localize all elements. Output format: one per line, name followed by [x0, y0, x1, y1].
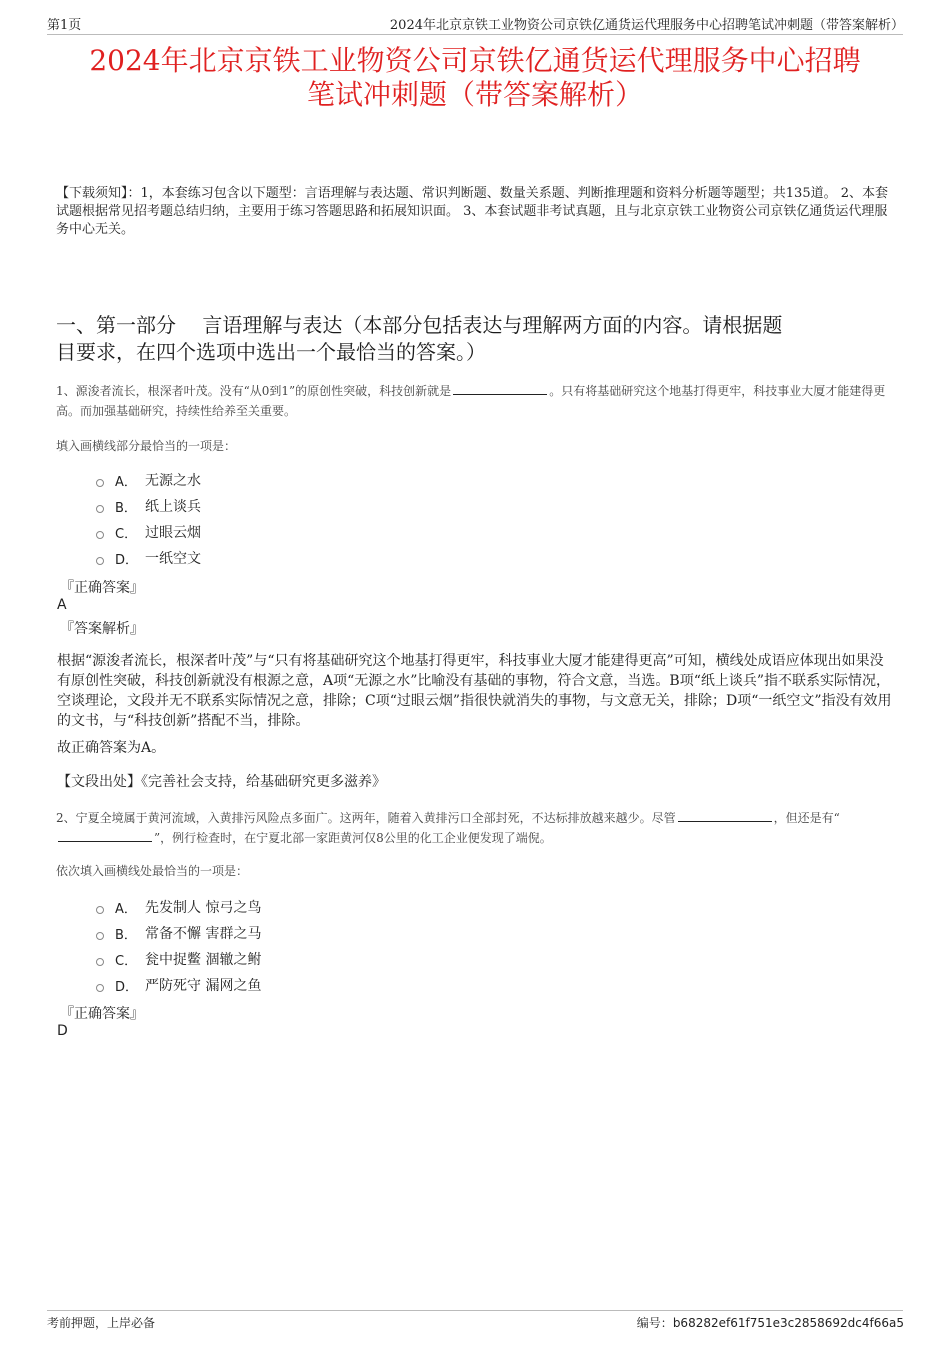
footer-code — [637, 1314, 904, 1331]
radio-icon[interactable] — [96, 557, 104, 565]
section-heading — [56, 312, 896, 366]
q1-option-a[interactable] — [96, 467, 201, 493]
option-letter: B． — [115, 927, 137, 943]
option-letter: C． — [115, 526, 138, 542]
option-letter: D． — [115, 979, 139, 995]
q2-blank-1 — [678, 810, 772, 822]
q1-text-after: 。只有将基础研究这个地基打得更牢，科技事业大厦才能建得更高。而加强基础研究，持续性给养至关重要。 — [56, 384, 886, 418]
option-text: 瓮中捉鳖 涸辙之鲋 — [145, 952, 262, 968]
radio-icon[interactable] — [96, 958, 104, 966]
radio-icon[interactable] — [96, 932, 104, 940]
footer-code-label: 编号： — [636, 1316, 673, 1330]
radio-icon[interactable] — [96, 479, 104, 487]
option-text: 常备不懈 害群之马 — [145, 926, 262, 942]
source-title: 《完善社会支持，给基础研究更多滋养》 — [141, 774, 386, 790]
section-heading-line-2: 目要求，在四个选项中选出一个最恰当的答案。） — [56, 340, 486, 364]
q1-option-c[interactable] — [96, 519, 201, 545]
option-letter: A． — [115, 901, 137, 917]
q1-option-d[interactable] — [96, 545, 201, 571]
question-1-text — [56, 381, 896, 421]
q2-text-part-2: ，但还是有“ — [773, 811, 840, 825]
page-title — [50, 44, 900, 112]
q2-option-c[interactable] — [96, 946, 261, 972]
q2-answer-label: 『正确答案』 — [60, 1006, 144, 1022]
q1-answer: A — [57, 597, 67, 613]
radio-icon[interactable] — [96, 531, 104, 539]
notice-text: ：1，本套练习包含以下题型：言语理解与表达题、常识判断题、数量关系题、判断推理题和资料分析题等题型；共135道。 2、本套试题根据常见招考题总结归纳，主要用于练习答题思路和拓展知识面。 3、本套试题非考试真题，且与北京京铁工业物资公司京铁亿通货运代理服务中心无关。 — [56, 186, 889, 237]
option-text: 过眼云烟 — [145, 525, 201, 541]
option-text: 无源之水 — [145, 473, 201, 489]
option-text: 先发制人 惊弓之鸟 — [145, 900, 262, 916]
q2-option-b[interactable] — [96, 920, 261, 946]
question-2-text — [56, 808, 896, 848]
option-text: 严防死守 漏网之鱼 — [145, 978, 262, 994]
q2-answer: D — [57, 1023, 68, 1039]
page-number: 第1页 — [47, 18, 82, 33]
footer-slogan: 考前押题，上岸必备 — [47, 1316, 156, 1330]
header-doc-title: 2024年北京京铁工业物资公司京铁亿通货运代理服务中心招聘笔试冲刺题（带答案解析） — [389, 18, 904, 33]
option-text: 一纸空文 — [145, 551, 201, 567]
q2-text-part-1: 2、宁夏全境属于黄河流域，入黄排污风险点多面广。这两年，随着入黄排污口全部封死，不达标排放越来越少。尽管 — [56, 811, 676, 825]
download-notice — [56, 185, 896, 239]
footer-divider — [47, 1310, 903, 1311]
page-title-line-2: 笔试冲刺题（带答案解析） — [306, 78, 643, 111]
page-title-line-1: 2024年北京京铁工业物资公司京铁亿通货运代理服务中心招聘 — [89, 44, 861, 77]
q2-options — [96, 894, 261, 998]
q1-answer-label: 『正确答案』 — [60, 580, 144, 596]
header-divider — [47, 34, 903, 35]
q1-blank — [453, 383, 547, 395]
footer-code-value: b68282ef61f751e3c2858692dc4f66a5 — [672, 1316, 904, 1330]
radio-icon[interactable] — [96, 984, 104, 992]
radio-icon[interactable] — [96, 505, 104, 513]
notice-label: 【下载须知】 — [56, 186, 128, 201]
option-letter: D． — [115, 552, 139, 568]
option-letter: A． — [115, 474, 137, 490]
q2-option-d[interactable] — [96, 972, 261, 998]
q2-option-a[interactable] — [96, 894, 261, 920]
q2-blank-2 — [58, 830, 152, 842]
q1-conclusion: 故正确答案为A。 — [57, 740, 166, 756]
option-letter: B． — [115, 500, 137, 516]
radio-icon[interactable] — [96, 906, 104, 914]
q1-text-before: 1、源浚者流长，根深者叶茂。没有“从0到1”的原创性突破，科技创新就是 — [56, 384, 452, 398]
q1-analysis-label: 『答案解析』 — [60, 621, 144, 637]
q1-option-b[interactable] — [96, 493, 201, 519]
q1-options — [96, 467, 201, 571]
option-letter: C． — [115, 953, 138, 969]
q1-instruction: 填入画横线部分最恰当的一项是： — [56, 439, 237, 453]
q2-instruction: 依次填入画横线处最恰当的一项是： — [56, 864, 249, 878]
option-text: 纸上谈兵 — [145, 499, 201, 515]
q1-analysis: 根据“源浚者流长，根深者叶茂”与“只有将基础研究这个地基打得更牢，科技事业大厦才能建得更高”可知，横线处成语应体现出如果没有原创性突破，科技创新就没有根源之意，A项“无源之水”比喻没有基础的事物，符合文意，当选。B项“纸上谈兵”指不联系实际情况，空谈理论，文段并无不联系实际情况之意，排除；C项“过眼云烟”指很快就消失的事物，与文意无关，排除；D项“一纸空文”指没有效用的文书，与“科技创新”搭配不当，排除。 — [57, 653, 892, 729]
q1-source — [57, 772, 897, 792]
source-label: 【文段出处】 — [57, 774, 141, 790]
section-heading-line-1: 一、第一部分 言语理解与表达（本部分包括表达与理解两方面的内容。请根据题 — [56, 313, 783, 337]
q2-text-part-3: ”，例行检查时，在宁夏北部一家距黄河仅8公里的化工企业便发现了端倪。 — [154, 831, 552, 845]
